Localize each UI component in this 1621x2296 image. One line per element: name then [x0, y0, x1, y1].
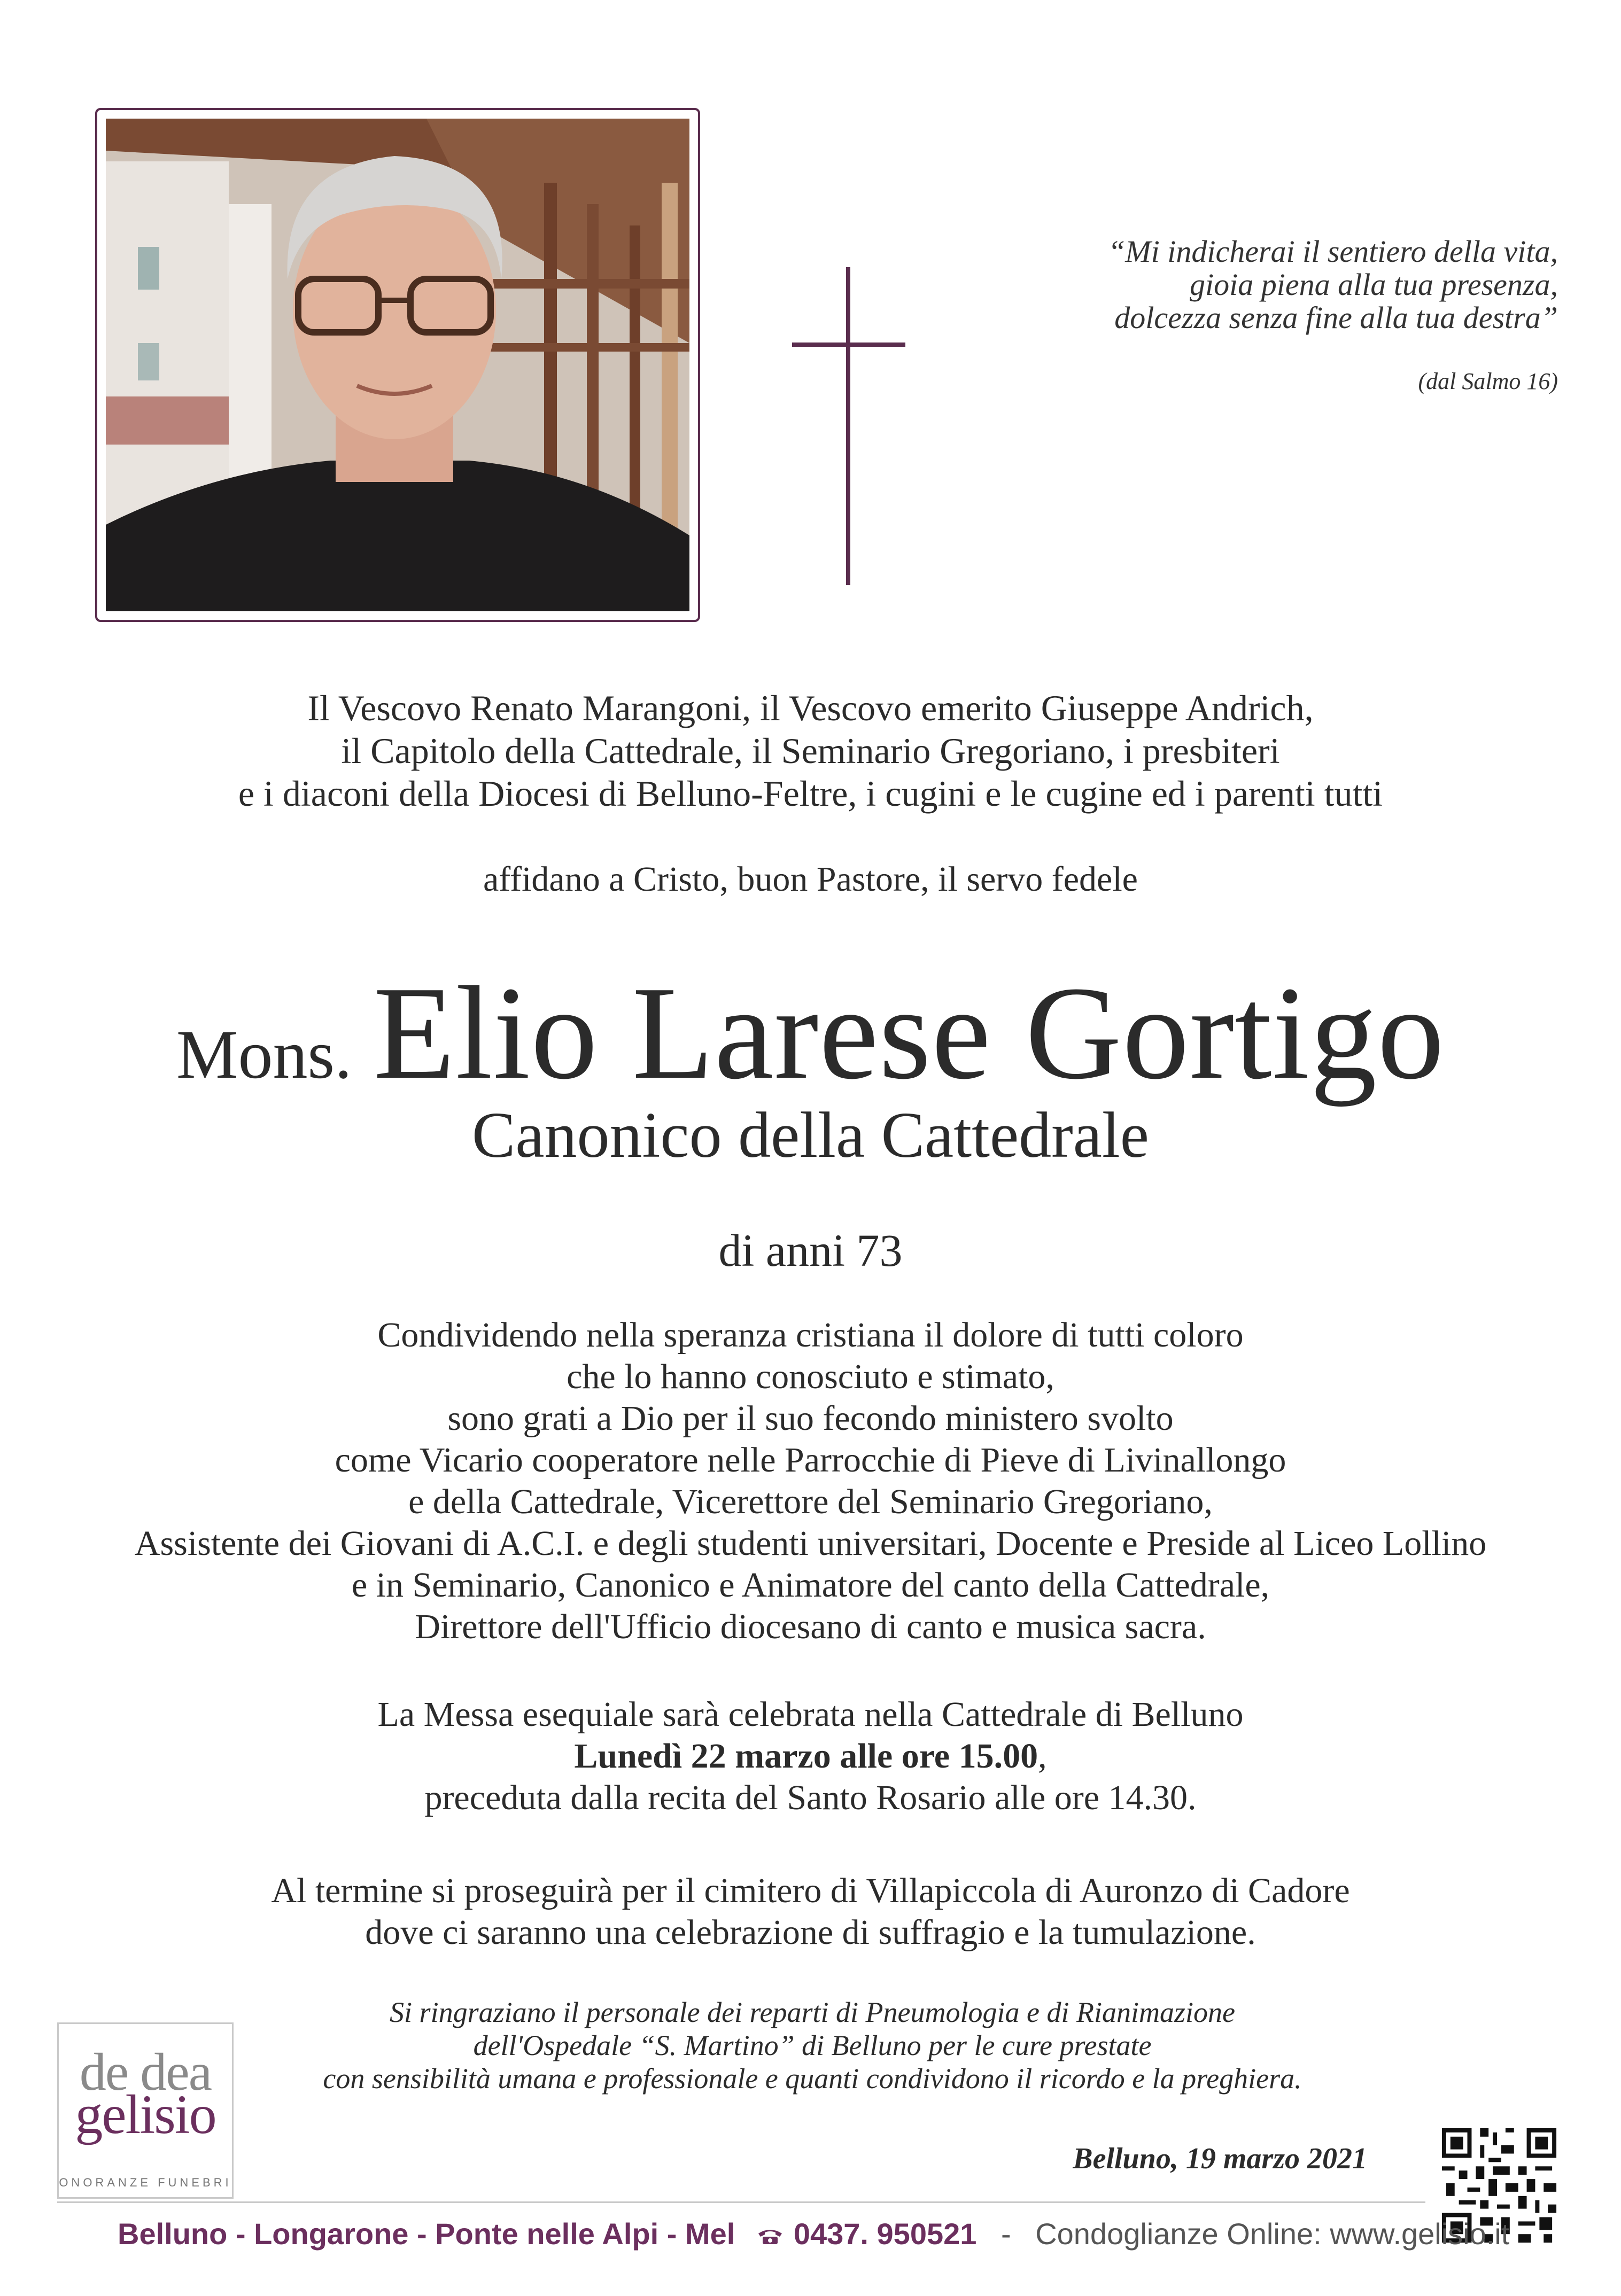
portrait-illustration: [106, 119, 689, 611]
thanks-line: Si ringraziano il personale dei reparti di Pneumologia e di Rianimazione: [390, 1996, 1235, 2028]
portrait-photo: [106, 119, 689, 611]
funeral-line: La Messa esequiale sarà celebrata nella Cattedrale di Belluno: [377, 1695, 1244, 1734]
body-line: sono grati a Dio per il suo fecondo ministero svolto: [447, 1399, 1174, 1438]
body-line: che lo hanno conosciuto e stimato,: [567, 1357, 1054, 1396]
body-line: Direttore dell'Ufficio diocesano di canto e musica sacra.: [415, 1607, 1206, 1646]
quote-line: gioia piena alla tua presenza,: [1190, 267, 1558, 302]
thanks-line: dell'Ospedale “S. Martino” di Belluno per le cure prestate: [473, 2029, 1152, 2061]
funeral-date: Lunedì 22 marzo alle ore 15.00: [574, 1737, 1038, 1776]
logo-line2: gelisio: [75, 2084, 216, 2145]
thanks-line: con sensibilità umana e professionale e quanti condividono il ricordo e la preghiera.: [323, 2062, 1302, 2095]
footer-phone[interactable]: 0437. 950521: [793, 2217, 977, 2251]
quote-line: dolcezza senza fine alla tua destra”: [1114, 300, 1558, 335]
phone-icon: [756, 2227, 784, 2245]
burial-details: [0, 1870, 1621, 1953]
announcement-body: [0, 1314, 1621, 1648]
body-line: Assistente dei Giovani di A.C.I. e degli studenti universitari, Docente e Preside al Liceo Lollino: [134, 1524, 1487, 1563]
funeral-date-line: [0, 1735, 1621, 1777]
logo-subtitle: ONORANZE FUNEBRI: [59, 2176, 232, 2189]
affidano-line: affidano a Cristo, buon Pastore, il servo fedele: [483, 860, 1138, 899]
intro-line: e i diaconi della Diocesi di Belluno-Feltre, i cugini e le cugine ed i parenti tutti: [238, 773, 1383, 814]
intro-line: il Capitolo della Cattedrale, il Seminario Gregoriano, i presbiteri: [341, 730, 1280, 771]
body-line: Condividendo nella speranza cristiana il dolore di tutti coloro: [377, 1316, 1244, 1355]
body-line: e della Cattedrale, Vicerettore del Seminario Gregoriano,: [408, 1482, 1213, 1521]
portrait-frame: [95, 108, 700, 622]
burial-line: dove ci saranno una celebrazione di suffragio e la tumulazione.: [365, 1913, 1256, 1952]
quote-source: (dal Salmo 16): [1418, 368, 1558, 394]
gelisio-logo: [57, 2022, 234, 2199]
intro-text: [0, 687, 1621, 815]
quote-line: “Mi indicherai il sentiero della vita,: [1108, 234, 1558, 269]
body-line: come Vicario cooperatore nelle Parrocchie di Pieve di Livinallongo: [335, 1441, 1286, 1480]
body-line: e in Seminario, Canonico e Animatore del canto della Cattedrale,: [351, 1566, 1270, 1605]
deceased-age: di anni 73: [718, 1225, 903, 1276]
deceased-name-row: [0, 956, 1621, 1110]
footer-separator: -: [1000, 2217, 1011, 2251]
footer-online-link[interactable]: Condoglianze Online: www.gelisio.it: [1035, 2217, 1510, 2251]
deceased-name: Elio Larese Gortigo: [373, 959, 1445, 1107]
deceased-title: Canonico della Cattedrale: [472, 1099, 1149, 1171]
cross-icon-bar: [792, 343, 905, 347]
footer-locations: Belluno - Longarone - Ponte nelle Alpi - Mel: [118, 2217, 735, 2251]
funeral-line: preceduta dalla recita del Santo Rosario alle ore 14.30.: [424, 1778, 1197, 1817]
burial-line: Al termine si proseguirà per il cimitero di Villapiccola di Auronzo di Cadore: [271, 1871, 1350, 1910]
footer-divider: [57, 2201, 1425, 2203]
psalm-quote: [1023, 235, 1558, 334]
funeral-details: [0, 1694, 1621, 1819]
logo-line1: de dea: [79, 2042, 212, 2102]
thanks-text: [118, 1996, 1507, 2095]
intro-line: Il Vescovo Renato Marangoni, il Vescovo emerito Giuseppe Andrich,: [307, 688, 1314, 728]
name-prefix: Mons.: [176, 1016, 352, 1093]
footer-bar: [118, 2216, 1509, 2251]
cross-icon: [846, 267, 850, 585]
funeral-date-suffix: ,: [1038, 1737, 1047, 1776]
date-signature: Belluno, 19 marzo 2021: [1073, 2142, 1367, 2175]
